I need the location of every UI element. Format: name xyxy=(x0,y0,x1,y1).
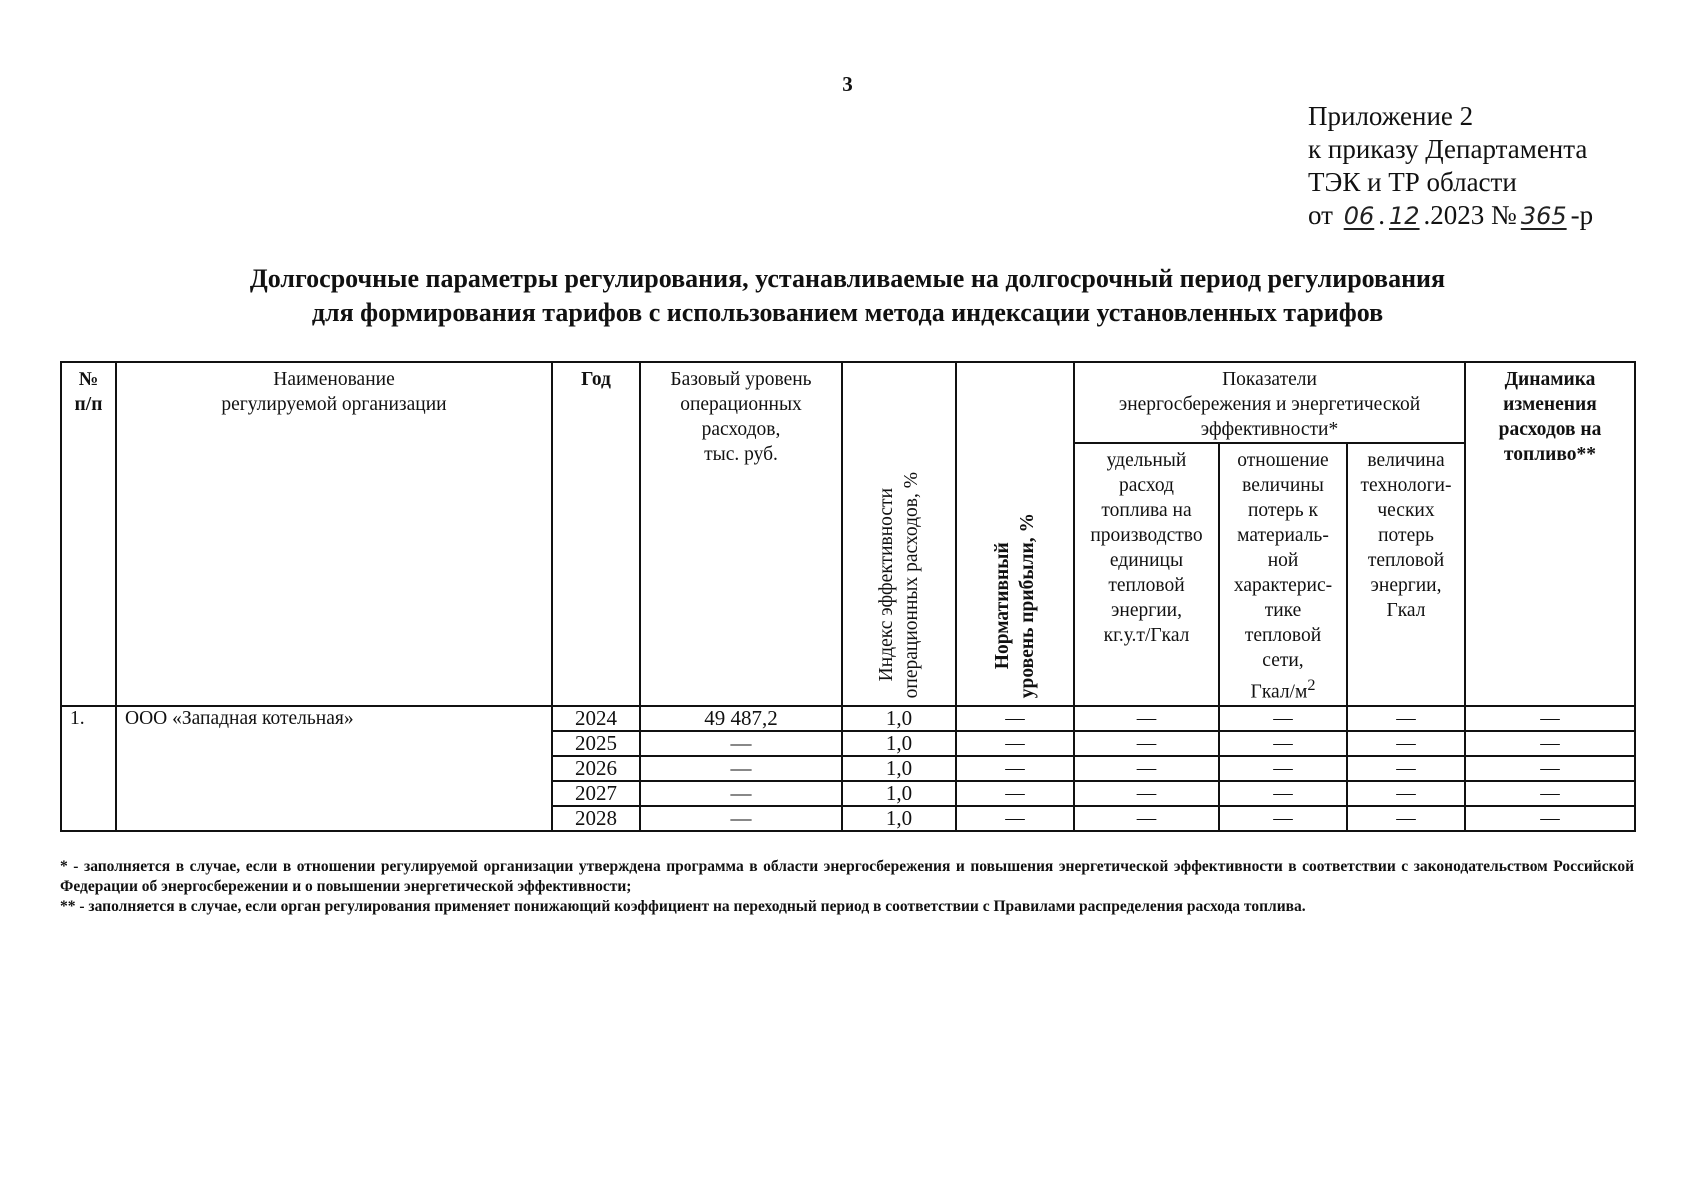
cell-efficiency-index: 1,0 xyxy=(842,706,956,731)
appendix-line-1: Приложение 2 xyxy=(1308,101,1474,131)
header-tech-losses: величина технологи- ческих потерь тепловой энергии, Гкал xyxy=(1347,443,1465,706)
appendix-date-line xyxy=(1308,199,1593,233)
cell-fuel-dynamics: — xyxy=(1465,706,1635,731)
header-profit-level: Нормативный уровень прибыли, % xyxy=(956,362,1074,706)
order-number: 365 xyxy=(1520,202,1567,230)
cell-loss-ratio: — xyxy=(1219,806,1347,831)
cell-fuel-dynamics: — xyxy=(1465,731,1635,756)
header-base-level: Базовый уровень операционных расходов, тыс. руб. xyxy=(640,362,842,706)
cell-fuel-consumption: — xyxy=(1074,706,1219,731)
cell-tech-losses: — xyxy=(1347,806,1465,831)
header-loss-ratio: отношение величины потерь к материаль- ной характерис- тике тепловой сети, Гкал/$м^2$ xyxy=(1219,443,1347,706)
date-day: 06 xyxy=(1343,202,1375,230)
cell-base-level: — xyxy=(640,781,842,806)
cell-fuel-dynamics: — xyxy=(1465,781,1635,806)
cell-loss-ratio: — xyxy=(1219,756,1347,781)
cell-year: 2024 xyxy=(552,706,640,731)
title-line-2: для формирования тарифов с использованием метода индексации установленных тарифов xyxy=(311,298,1384,327)
header-year: Год xyxy=(552,362,640,706)
cell-tech-losses: — xyxy=(1347,706,1465,731)
cell-fuel-consumption: — xyxy=(1074,781,1219,806)
cell-efficiency-index: 1,0 xyxy=(842,781,956,806)
document-title xyxy=(0,262,1695,330)
footnote-1: * - заполняется в случае, если в отношении регулируемой организации утверждена программа в области энергосбережения и повышения энергетической эффективности в соответствии с законодательством Российской Федерации об энергосбережении и о повышении энергетической эффективности; xyxy=(60,858,1634,895)
header-efficiency-index: Индекс эффективности операционных расходов, % xyxy=(842,362,956,706)
parameters-table xyxy=(60,361,1636,832)
footnotes xyxy=(60,857,1634,917)
cell-profit-level: — xyxy=(956,781,1074,806)
cell-base-level: — xyxy=(640,756,842,781)
cell-profit-level: — xyxy=(956,756,1074,781)
date-separator: . xyxy=(1378,200,1385,230)
row-number: 1. xyxy=(61,706,116,831)
organization-name: ООО «Западная котельная» xyxy=(116,706,552,831)
cell-tech-losses: — xyxy=(1347,756,1465,781)
date-month: 12 xyxy=(1389,202,1420,230)
cell-base-level: 49 487,2 xyxy=(640,706,842,731)
header-energy-indicators: Показатели энергосбережения и энергетической эффективности* xyxy=(1074,362,1465,443)
cell-fuel-consumption: — xyxy=(1074,806,1219,831)
page-number: 3 xyxy=(842,72,853,96)
cell-efficiency-index: 1,0 xyxy=(842,806,956,831)
cell-year: 2027 xyxy=(552,781,640,806)
loss-ratio-superscript: 2 xyxy=(1307,676,1316,694)
cell-tech-losses: — xyxy=(1347,731,1465,756)
cell-tech-losses: — xyxy=(1347,781,1465,806)
cell-efficiency-index: 1,0 xyxy=(842,731,956,756)
cell-year: 2025 xyxy=(552,731,640,756)
cell-year: 2028 xyxy=(552,806,640,831)
title-line-1: Долгосрочные параметры регулирования, устанавливаемые на долгосрочный период регулирования xyxy=(249,264,1446,293)
cell-loss-ratio: — xyxy=(1219,781,1347,806)
appendix-line-2: к приказу Департамента xyxy=(1308,134,1588,164)
cell-fuel-dynamics: — xyxy=(1465,756,1635,781)
cell-fuel-consumption: — xyxy=(1074,756,1219,781)
date-prefix: от xyxy=(1308,200,1333,230)
cell-base-level: — xyxy=(640,731,842,756)
header-fuel-dynamics: Динамика изменения расходов на топливо** xyxy=(1465,362,1635,706)
cell-fuel-dynamics: — xyxy=(1465,806,1635,831)
cell-profit-level: — xyxy=(956,706,1074,731)
cell-profit-level: — xyxy=(956,731,1074,756)
cell-base-level: — xyxy=(640,806,842,831)
cell-year: 2026 xyxy=(552,756,640,781)
cell-loss-ratio: — xyxy=(1219,706,1347,731)
appendix-block xyxy=(1308,100,1593,233)
table-row xyxy=(61,706,1635,731)
header-num: № п/п xyxy=(61,362,116,706)
appendix-line-3: ТЭК и ТР области xyxy=(1308,167,1517,197)
header-org: Наименование регулируемой организации xyxy=(116,362,552,706)
cell-fuel-consumption: — xyxy=(1074,731,1219,756)
cell-profit-level: — xyxy=(956,806,1074,831)
cell-efficiency-index: 1,0 xyxy=(842,756,956,781)
footnote-2: ** - заполняется в случае, если орган регулирования применяет понижающий коэффициент на переходный период в соответствии с Правилами распределения расхода топлива. xyxy=(60,898,1306,915)
date-year: .2023 № xyxy=(1423,200,1517,230)
cell-loss-ratio: — xyxy=(1219,731,1347,756)
header-fuel-consumption: удельный расход топлива на производство единицы тепловой энергии, кг.у.т/Гкал xyxy=(1074,443,1219,706)
order-suffix: -р xyxy=(1570,200,1594,230)
